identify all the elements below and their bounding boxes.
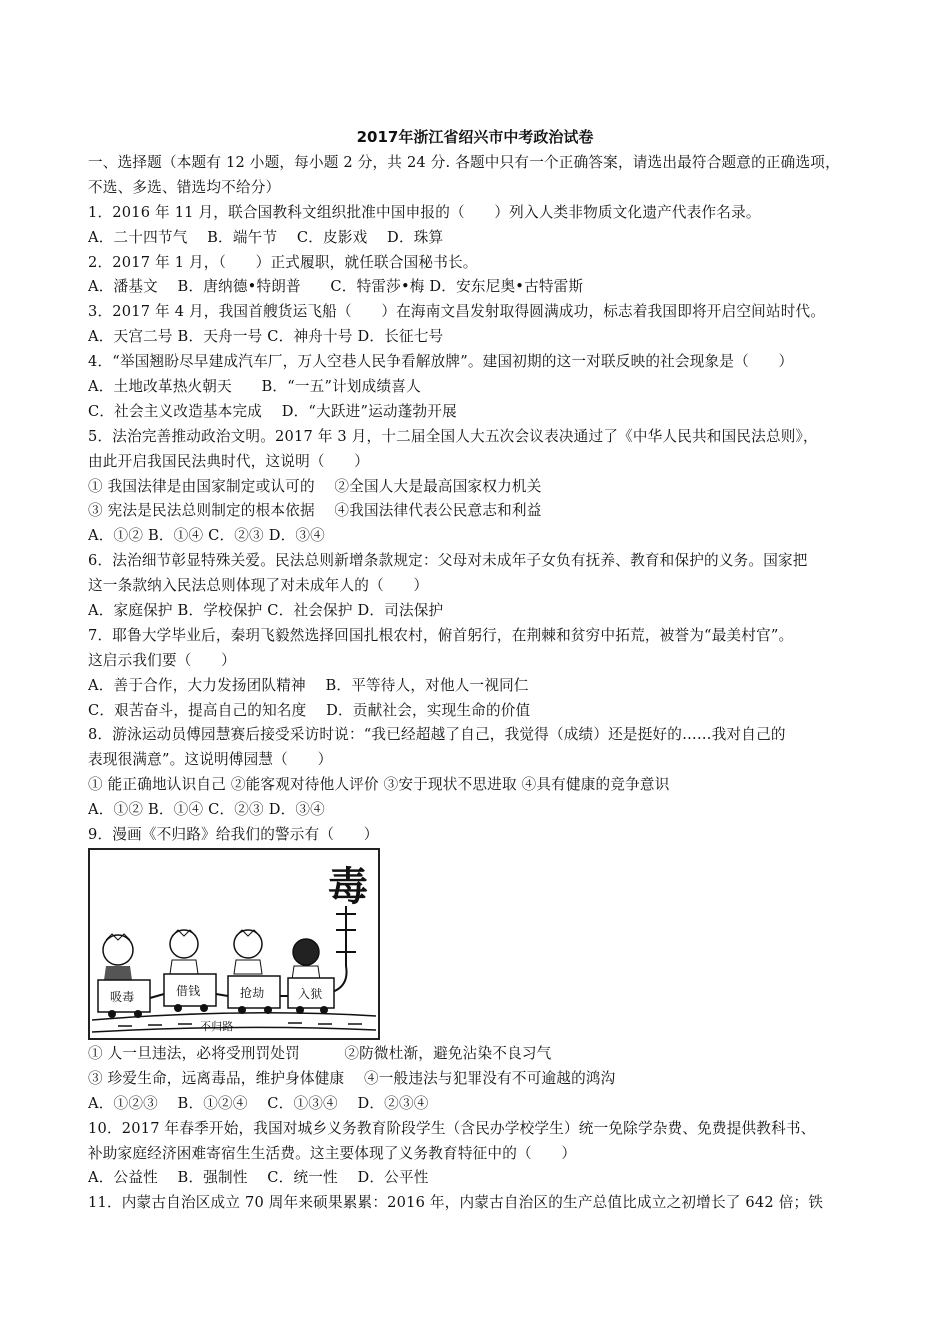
cartoon-road-label: 不归路 <box>200 1019 234 1033</box>
q8-items: ① 能正确地认识自己 ②能客观对待他人评价 ③安于现状不思进取 ④具有健康的竞争意识 <box>88 776 670 794</box>
q10-options: A．公益性 B．强制性 C．统一性 D．公平性 <box>88 1169 429 1187</box>
exam-content <box>88 151 878 1216</box>
q9-stem: 9．漫画《不归路》给我们的警示有（ ） <box>88 826 379 844</box>
q4-options-ab: A．土地改革热火朝天 B．“一五”计划成绩喜人 <box>88 378 421 396</box>
q3-stem: 3．2017 年 4 月，我国首艘货运飞船（ ）在海南文昌发射取得圆满成功，标志着我国即将开启空间站时代。 <box>88 303 826 321</box>
cartoon-box-3: 抢劫 <box>240 985 265 1000</box>
q7-options-ab: A．善于合作，大力发扬团队精神 B．平等待人，对他人一视同仁 <box>88 676 529 694</box>
cartoon-box-2: 借钱 <box>176 983 201 998</box>
q1-options: A．二十四节气 B．端午节 C．皮影戏 D．珠算 <box>88 228 444 246</box>
q1-stem: 1．2016 年 11 月，联合国教科文组织批准中国申报的（ ）列入人类非物质文化遗产代表作名录。 <box>88 203 761 221</box>
q7-options-cd: C．艰苦奋斗，提高自己的知名度 D．贡献社会，实现生命的价值 <box>88 701 531 719</box>
q10-stem-line2: 补助家庭经济困难寄宿生生活费。这主要体现了义务教育特征中的（ ） <box>88 1144 577 1162</box>
exam-title: 2017年浙江省绍兴市中考政治试卷 <box>356 128 594 146</box>
q8-stem-line2: 表现很满意”。这说明傅园慧（ ） <box>88 751 333 769</box>
q5-stem-line1: 5．法治完善推动政治文明。2017 年 3 月，十二届全国人大五次会议表决通过了《中华人民共和国民法总则》， <box>88 427 818 445</box>
q9-items-line1: ① 人一旦违法，必将受刑罚处罚 ②防微杜渐，避免沾染不良习气 <box>88 1044 552 1062</box>
q7-stem-line1: 7．耶鲁大学毕业后，秦玥飞毅然选择回国扎根农村，俯首躬行，在荆棘和贫穷中拓荒，被誉为“最美村官”。 <box>88 626 794 644</box>
cartoon-box-1: 吸毒 <box>110 989 135 1004</box>
cartoon-box-4: 入狱 <box>298 986 323 1001</box>
q9-items-line2: ③ 珍爱生命，远离毒品，维护身体健康 ④一般违法与犯罪没有不可逾越的鸿沟 <box>88 1069 616 1087</box>
q10-stem-line1: 10．2017 年春季开始，我国对城乡义务教育阶段学生（含民办学校学生）统一免除学杂费、免费提供教科书、 <box>88 1119 816 1137</box>
section-header-line1: 一、选择题（本题有 12 小题，每小题 2 分，共 24 分. 各题中只有一个正确答案，请选出最符合题意的正确选项， <box>88 154 840 171</box>
q4-stem: 4．“举国翘盼尽早建成汽车厂，万人空巷人民争看解放牌”。建国初期的这一对联反映的社会现象是（ ） <box>88 353 794 371</box>
cartoon-top-character: 毒 <box>328 862 369 910</box>
q7-stem-line2: 这启示我们要（ ） <box>88 651 236 669</box>
q8-options: A．①② B．①④ C．②③ D．③④ <box>88 801 325 819</box>
q11-stem: 11．内蒙古自治区成立 70 周年来硕果累累：2016 年，内蒙古自治区的生产总值比成立之初增长了 642 倍；铁 <box>88 1194 824 1212</box>
cartoon-drawing <box>88 848 380 1040</box>
q6-stem-line1: 6．法治细节彰显特殊关爱。民法总则新增条款规定：父母对未成年子女负有抚养、教育和保护的义务。国家把 <box>88 552 808 570</box>
q2-options: A．潘基文 B．唐纳德•特朗普 C．特雷莎•梅 D．安东尼奥•古特雷斯 <box>88 278 584 296</box>
cartoon-no-return-road <box>88 848 380 1040</box>
q5-stem-line2: 由此开启我国民法典时代，这说明（ ） <box>88 452 370 470</box>
q9-options: A．①②③ B．①②④ C．①③④ D．②③④ <box>88 1094 429 1112</box>
q2-stem: 2．2017 年 1 月，（ ）正式履职，就任联合国秘书长。 <box>88 253 478 271</box>
q5-options: A．①② B．①④ C．②③ D．③④ <box>88 527 325 545</box>
section-header-line2: 不选、多选、错选均不给分） <box>88 178 281 196</box>
q6-options: A．家庭保护 B．学校保护 C．社会保护 D．司法保护 <box>88 602 444 620</box>
q8-stem-line1: 8．游泳运动员傅园慧赛后接受采访时说：“我已经超越了自己，我觉得（成绩）还是挺好的……我对自己的 <box>88 726 786 744</box>
q4-options-cd: C．社会主义改造基本完成 D．“大跃进”运动蓬勃开展 <box>88 402 457 420</box>
q5-items-line2: ③ 宪法是民法总则制定的根本依据 ④我国法律代表公民意志和利益 <box>88 502 542 520</box>
q5-items-line1: ① 我国法律是由国家制定或认可的 ②全国人大是最高国家权力机关 <box>88 477 542 495</box>
q6-stem-line2: 这一条款纳入民法总则体现了对未成年人的（ ） <box>88 577 429 595</box>
q3-options: A．天宫二号 B．天舟一号 C．神舟十号 D．长征七号 <box>88 328 444 346</box>
